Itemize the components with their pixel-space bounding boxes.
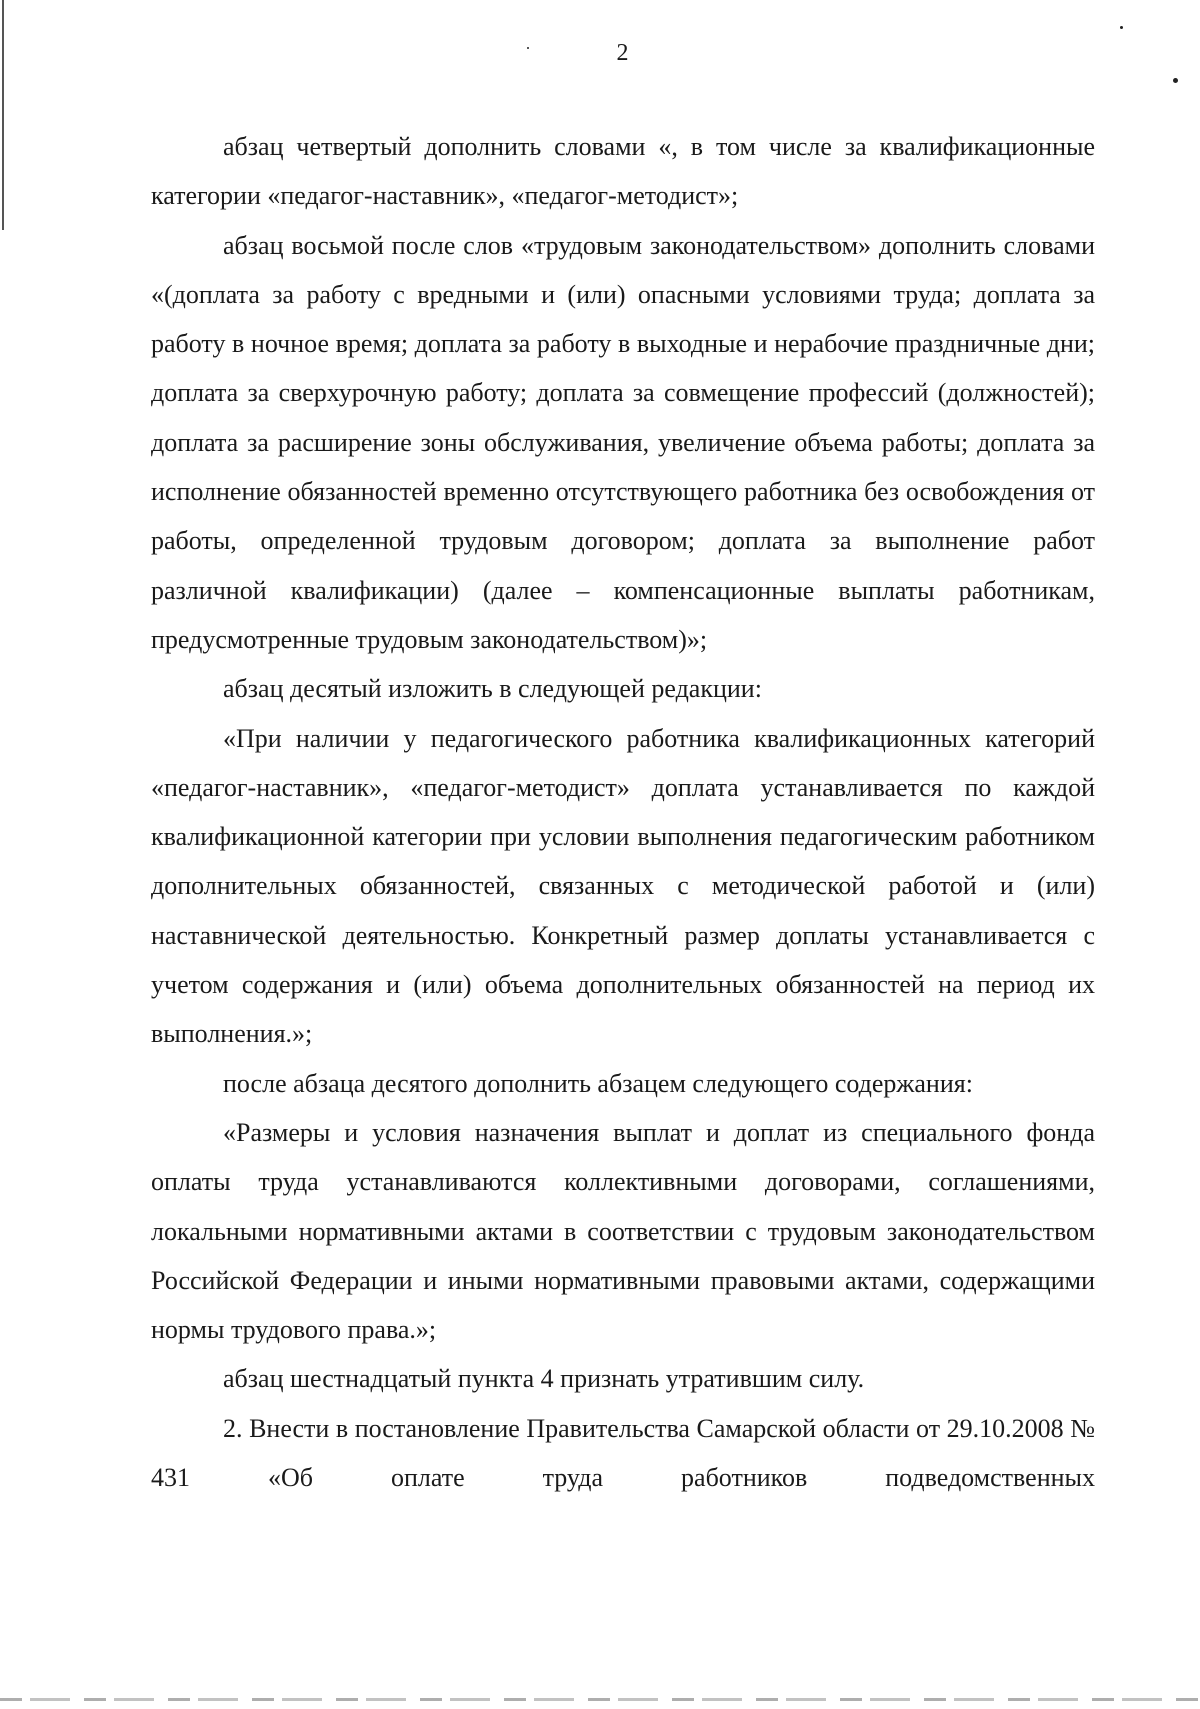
paragraph: после абзаца десятого дополнить абзацем следующего содержания: (223, 1068, 973, 1098)
paragraph: 2. Внести в постановление Правительства Самарской области от 29.10.2008 № 431 «Об оплате труда работников подведомственных (151, 1413, 1095, 1493)
document-body (151, 122, 1095, 1502)
paragraph: «Размеры и условия назначения выплат и доплат из специального фонда оплаты труда устанавливаются коллективными договорами, соглашениями, локальными нормативными актами в соответствии с трудовым законодательством Российской Федерации и иными нормативными правовыми актами, содержащими нормы трудового права.»; (151, 1117, 1095, 1345)
paragraph: абзац шестнадцатый пункта 4 признать утратившим силу. (223, 1364, 865, 1394)
paragraph: абзац четвертый дополнить словами «, в том числе за квалификационные категории «педагог-наставник», «педагог-методист»; (151, 132, 1095, 211)
paragraph: абзац десятый изложить в следующей редакции: (223, 674, 762, 704)
paragraph: абзац восьмой после слов «трудовым законодательством» дополнить словами «(доплата за работу с вредными и (или) опасными условиями труда; доплата за работу в ночное время; доплата за работу в выходные и нерабочие праздничные дни; доплата за сверхурочную работу; доплата за совмещение профессий (должностей); доплата за расширение зоны обслуживания, увеличение объема работы; доплата за исполнение обязанностей временно отсутствующего работника без освобождения от работы, определенной трудовым договором; доплата за выполнение работ различной квалификации) (далее – компенсационные выплаты работникам, предусмотренные трудовым законодательством)»; (151, 230, 1095, 654)
scan-bottom-edge (0, 1698, 1200, 1701)
scan-speck (1120, 26, 1123, 29)
paragraph: «При наличии у педагогического работника квалификационных категорий «педагог-наставник», «педагог-методист» доплата устанавливается по каждой квалификационной категории при условии выполнения педагогическим работником дополнительных обязанностей, связанных с методической работой и (или) наставнической деятельностью. Конкретный размер доплаты устанавливается с учетом содержания и (или) объема дополнительных обязанностей на период их выполнения.»; (151, 723, 1095, 1049)
scan-edge-line (2, 0, 4, 230)
scan-speck (1173, 78, 1178, 83)
page-number: 2 (616, 40, 629, 66)
